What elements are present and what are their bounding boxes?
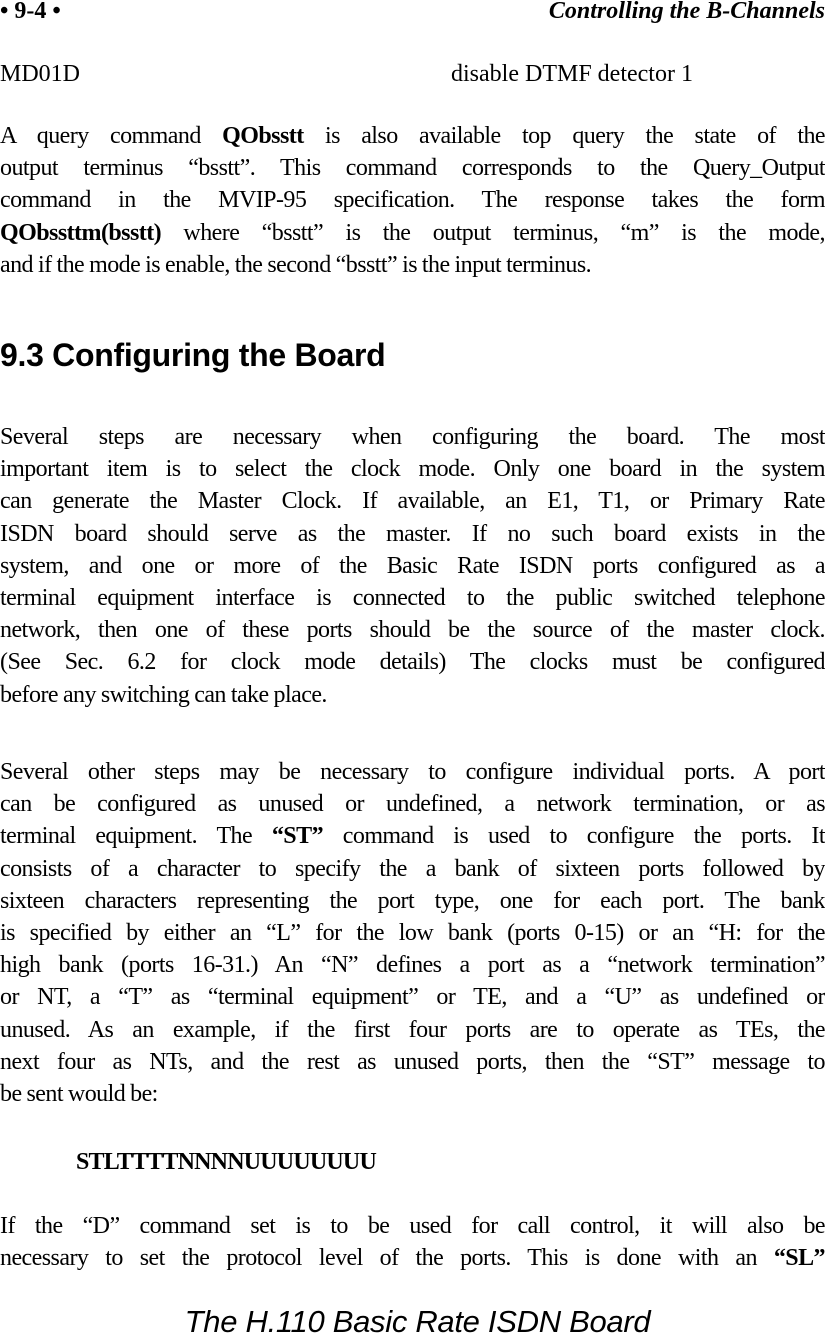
- text-line: QObssttm(bsstt) where “bsstt” is the output terminus, “m” is the mode,: [0, 219, 825, 246]
- section-title: 9.3 Configuring the Board: [0, 337, 386, 373]
- text-line: is specified by either an “L” for the low bank (ports 0-15) or an “H: for the: [0, 919, 825, 946]
- chapter-title: Controlling the B-Channels: [548, 0, 825, 24]
- bold-command: “ST”: [271, 823, 324, 850]
- text-line: high bank (ports 16-31.) An “N” defines a port as a “network termination”: [0, 952, 825, 979]
- text-line: If the “D” command set is to be used for call control, it will also be: [0, 1213, 825, 1239]
- st-command-example: STLTTTTNNNNUUUUUUUU: [76, 1149, 376, 1175]
- text-line: be sent would be:: [0, 1080, 158, 1107]
- bold-command: QObssttm(bsstt): [0, 219, 162, 246]
- command-code: MD01D: [0, 61, 81, 87]
- text-line: Several steps are necessary when configuring the board. The most: [0, 424, 825, 450]
- page-number: • 9-4 •: [0, 0, 61, 24]
- text-line: important item is to select the clock mode. Only one board in the system: [0, 456, 825, 483]
- text-line: A query command QObsstt is also available top query the state of the: [0, 123, 825, 149]
- text-line: system, and one or more of the Basic Rate ISDN ports configured as a: [0, 552, 825, 579]
- text-line: terminal equipment interface is connected to the public switched telephone: [0, 584, 825, 611]
- text-line: and if the mode is enable, the second “bsstt” is the input terminus.: [0, 251, 592, 278]
- text-line: terminal equipment. The “ST” command is used to configure the ports. It: [0, 823, 825, 850]
- paragraph-query: [0, 120, 825, 281]
- text-line: next four as NTs, and the rest as unused ports, then the “ST” message to: [0, 1048, 825, 1075]
- bold-command: QObsstt: [222, 123, 304, 149]
- text-line: (See Sec. 6.2 for clock mode details) The clocks must be configured: [0, 649, 825, 676]
- text-line: command in the MVIP-95 specification. The response takes the form: [0, 187, 825, 214]
- text-line: consists of a character to specify the a bank of sixteen ports followed by: [0, 855, 825, 882]
- text-line: can be configured as unused or undefined, a network termination, or as: [0, 791, 825, 818]
- text-line: Several other steps may be necessary to configure individual ports. A port: [0, 759, 825, 785]
- paragraph-ports: [0, 756, 825, 1110]
- paragraph-configuring: [0, 421, 825, 711]
- paragraph-d-command: [0, 1210, 825, 1274]
- footer-title-text: The H.110 Basic Rate ISDN Board: [184, 1304, 651, 1339]
- text-line: or NT, a “T” as “terminal equipment” or TE, and a “U” as undefined or: [0, 984, 825, 1011]
- text-line: can generate the Master Clock. If available, an E1, T1, or Primary Rate: [0, 488, 825, 515]
- text-line: before any switching can take place.: [0, 681, 327, 708]
- bold-command: “SL”: [773, 1245, 825, 1272]
- text-line: output terminus “bsstt”. This command corresponds to the Query_Output: [0, 155, 825, 182]
- text-line: ISDN board should serve as the master. If no such board exists in the: [0, 520, 825, 547]
- text-line: network, then one of these ports should be the source of the master clock.: [0, 617, 825, 644]
- command-description: disable DTMF detector 1: [451, 61, 693, 87]
- text-line: sixteen characters representing the port type, one for each port. The bank: [0, 887, 825, 914]
- text-line: unused. As an example, if the first four ports are to operate as TEs, the: [0, 1016, 825, 1043]
- footer-book-title: [0, 1302, 825, 1342]
- text-line: necessary to set the protocol level of the ports. This is done with an “SL”: [0, 1245, 825, 1272]
